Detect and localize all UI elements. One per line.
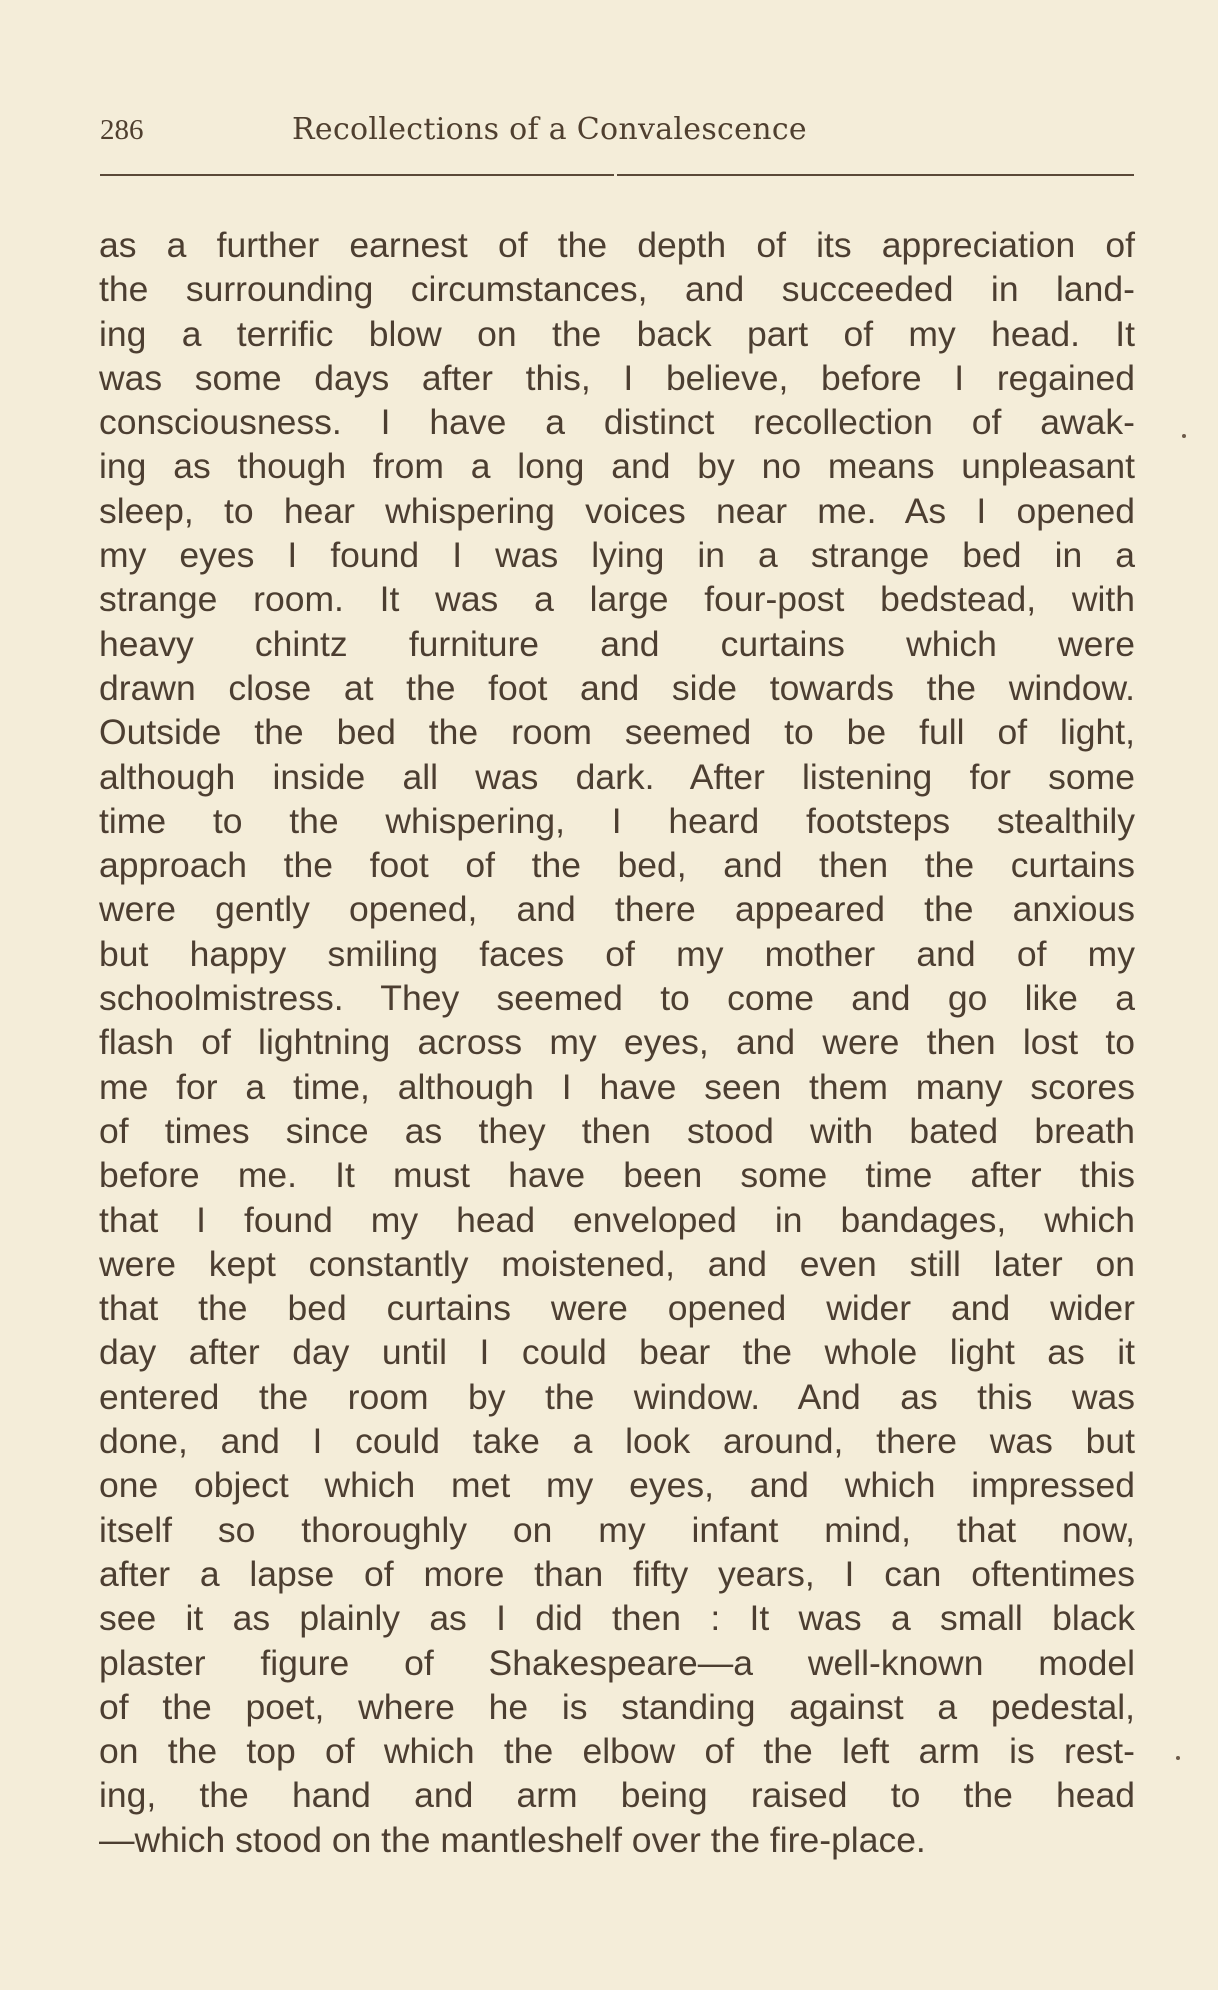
text-line: time to the whispering, I heard footsteps stealthily — [99, 800, 1135, 841]
text-line: as a further earnest of the depth of its appreciation of — [99, 225, 1135, 265]
text-line: consciousness. I have a distinct recollection of awak- — [99, 402, 1135, 443]
text-line: before me. It must have been some time after this — [99, 1155, 1135, 1196]
text-line: but happy smiling faces of my mother and of my — [99, 933, 1135, 974]
margin-mark — [1182, 434, 1186, 438]
text-line: plaster figure of Shakespeare—a well-known model — [99, 1642, 1135, 1683]
text-line: ing as though from a long and by no means unpleasant — [99, 446, 1135, 487]
text-line: was some days after this, I believe, before I regained — [99, 357, 1135, 398]
text-line: approach the foot of the bed, and then the curtains — [99, 845, 1135, 886]
page-number: 286 — [100, 114, 144, 146]
text-line: ing, the hand and arm being raised to the head — [99, 1775, 1135, 1816]
text-line: of the poet, where he is standing against a pedestal, — [99, 1686, 1135, 1727]
text-line: the surrounding circumstances, and succeeded in land- — [99, 269, 1135, 310]
text-line: done, and I could take a look around, there was but — [99, 1421, 1135, 1462]
header-rule-right — [617, 174, 1134, 176]
text-line: —which stood on the mantleshelf over the fire-place. — [99, 1819, 926, 1860]
text-line: heavy chintz furniture and curtains which were — [99, 623, 1135, 664]
margin-mark — [1176, 1756, 1180, 1760]
text-line: one object which met my eyes, and which impressed — [99, 1465, 1135, 1506]
text-line: sleep, to hear whispering voices near me. As I opened — [99, 490, 1135, 531]
text-line: entered the room by the window. And as this was — [99, 1376, 1135, 1417]
text-line: drawn close at the foot and side towards the window. — [99, 667, 1135, 708]
text-line: although inside all was dark. After listening for some — [99, 756, 1135, 797]
text-line: see it as plainly as I did then : It was a small black — [99, 1598, 1135, 1639]
text-line: Outside the bed the room seemed to be full of light, — [99, 712, 1135, 753]
text-line: strange room. It was a large four-post bedstead, with — [99, 579, 1135, 620]
text-line: were gently opened, and there appeared the anxious — [99, 889, 1135, 930]
running-title: Recollections of a Convalescence — [292, 112, 807, 147]
text-line: of times since as they then stood with bated breath — [99, 1110, 1135, 1151]
text-line: flash of lightning across my eyes, and were then lost to — [99, 1022, 1135, 1063]
text-line: day after day until I could bear the whole light as it — [99, 1332, 1135, 1373]
text-line: schoolmistress. They seemed to come and go like a — [99, 978, 1135, 1019]
text-line: itself so thoroughly on my infant mind, that now, — [99, 1509, 1135, 1550]
text-line: that I found my head enveloped in bandages, which — [99, 1199, 1135, 1240]
text-line: me for a time, although I have seen them many scores — [99, 1066, 1135, 1107]
text-line: ing a terrific blow on the back part of my head. It — [99, 313, 1135, 354]
header-rule-left — [100, 174, 614, 176]
text-line: my eyes I found I was lying in a strange bed in a — [99, 535, 1135, 576]
text-line: were kept constantly moistened, and even still later on — [99, 1243, 1135, 1284]
text-line: after a lapse of more than fifty years, I can oftentimes — [99, 1553, 1135, 1594]
text-line: on the top of which the elbow of the left arm is rest- — [99, 1731, 1135, 1772]
running-head — [100, 108, 1130, 156]
body-text — [99, 223, 1135, 1862]
text-line: that the bed curtains were opened wider and wider — [99, 1288, 1135, 1329]
